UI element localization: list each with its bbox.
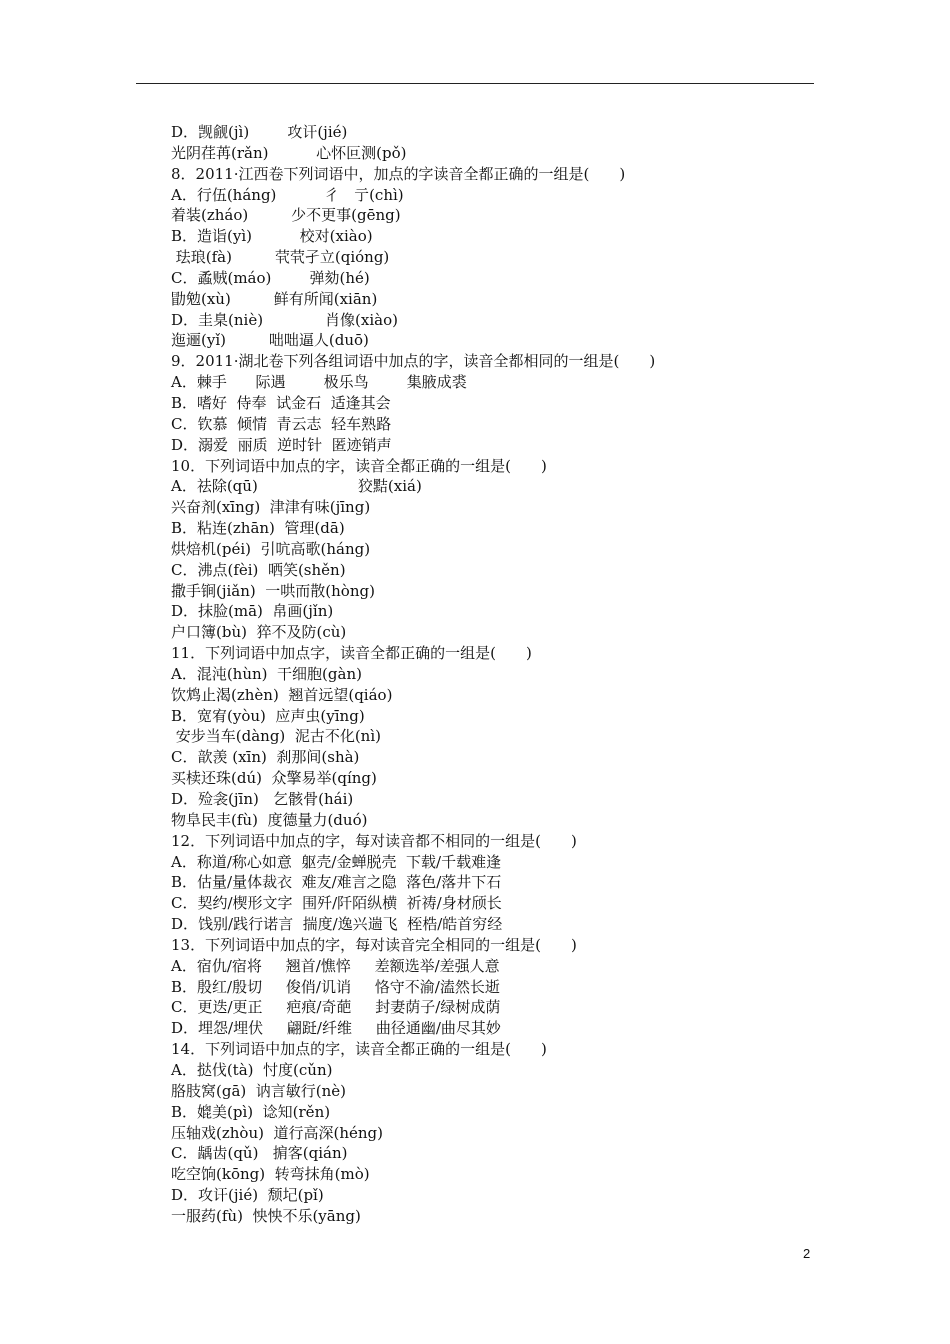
page-number: 2: [803, 1246, 811, 1261]
text-line: 胳肢窝(gā) 讷言敏行(nè): [171, 1081, 347, 1100]
text-line: 饮鸩止渴(zhèn) 翘首远望(qiáo): [171, 685, 393, 704]
text-line: D．圭臬(niè) 肖像(xiào): [171, 310, 398, 329]
text-line: C．龋齿(qǔ) 掮客(qián): [171, 1144, 348, 1163]
text-line: 压轴戏(zhòu) 道行高深(héng): [171, 1123, 384, 1142]
text-line: C．沸点(fèi) 哂笑(shěn): [171, 560, 346, 579]
text-line: C．钦慕 倾情 青云志 轻车熟路: [171, 414, 392, 433]
text-line: D．觊觎(jì) 攻讦(jié): [171, 123, 348, 141]
text-line: A．棘手 际遇 极乐鸟 集腋成裘: [171, 373, 467, 392]
text-line: 一服药(fù) 怏怏不乐(yāng): [171, 1206, 361, 1225]
question-13-stem: 13．下列词语中加点的字，每对读音完全相同的一组是( ): [171, 935, 577, 954]
text-line: C．歆羡 (xīn) 刹那间(shà): [171, 748, 360, 767]
question-12-stem: 12．下列词语中加点的字，每对读音都不相同的一组是( ): [171, 831, 577, 850]
text-line: A．行伍(háng) 彳 亍(chì): [171, 185, 404, 204]
header-rule: [136, 83, 814, 84]
text-line: 安步当车(dàng) 泥古不化(nì): [171, 727, 381, 746]
question-14-stem: 14．下列词语中加点的字，读音全都正确的一组是( ): [171, 1040, 547, 1059]
text-line: 迤逦(yǐ) 咄咄逼人(duō): [171, 331, 369, 350]
text-line: 勖勉(xù) 鲜有所闻(xiān): [171, 289, 378, 308]
text-line: C．契约/楔形文字 围歼/阡陌纵横 祈祷/身材颀长: [171, 894, 502, 913]
text-line: 户口簿(bù) 猝不及防(cù): [171, 623, 347, 642]
text-line: A．挞伐(tà) 忖度(cǔn): [171, 1060, 333, 1079]
question-11-stem: 11．下列词语中加点字，读音全都正确的一组是( ): [171, 644, 532, 663]
text-line: 吃空饷(kōng) 转弯抹角(mò): [171, 1165, 370, 1184]
text-line: D．溺爱 丽质 逆时针 匿迹销声: [171, 435, 392, 454]
text-line: 着装(zháo) 少不更事(gēng): [171, 206, 401, 225]
text-line: 物阜民丰(fù) 度德量力(duó): [171, 810, 368, 829]
text-line: B．粘连(zhān) 管理(dā): [171, 519, 345, 538]
document-body: [171, 122, 811, 1227]
question-8-stem: 8．2011·江西卷下列词语中，加点的字读音全都正确的一组是( ): [171, 164, 626, 183]
text-line: B．估量/量体裁衣 难友/难言之隐 落色/落井下石: [171, 873, 502, 892]
text-line: B．造诣(yì) 校对(xiào): [171, 227, 373, 246]
text-line: 烘焙机(péi) 引吭高歌(háng): [171, 539, 371, 558]
text-line: C．更迭/更正 疤痕/奇葩 封妻荫子/绿树成荫: [171, 998, 501, 1017]
text-line: B．殷红/殷切 俊俏/讥诮 恪守不渝/溘然长逝: [171, 977, 500, 996]
text-line: A．祛除(qū) 狡黠(xiá): [171, 477, 422, 496]
text-line: D．攻讦(jié) 颓圮(pǐ): [171, 1186, 324, 1205]
text-line: D．抹脸(mā) 帛画(jǐn): [171, 602, 334, 621]
text-line: B．宽宥(yòu) 应声虫(yīng): [171, 706, 365, 725]
text-line: 买椟还珠(dú) 众擎易举(qíng): [171, 769, 377, 788]
text-line: B．媲美(pì) 谂知(rěn): [171, 1102, 331, 1121]
question-9-stem: 9．2011·湖北卷下列各组词语中加点的字，读音全都相同的一组是( ): [171, 352, 656, 371]
text-line: C．蟊贼(máo) 弹劾(hé): [171, 268, 370, 287]
text-line: 兴奋剂(xīng) 津津有味(jīng): [171, 498, 371, 517]
text-line: 珐琅(fà) 茕茕孑立(qióng): [171, 248, 390, 267]
text-line: 光阴荏苒(rǎn) 心怀叵测(pǒ): [171, 143, 407, 162]
text-line: A．称道/称心如意 躯壳/金蝉脱壳 下载/千载难逢: [171, 852, 502, 871]
text-line: B．嗜好 侍奉 试金石 适逢其会: [171, 393, 391, 412]
text-line: 撒手锏(jiǎn) 一哄而散(hòng): [171, 581, 375, 600]
text-line: D．饯别/践行诺言 揣度/逸兴遄飞 桎梏/皓首穷经: [171, 915, 503, 934]
text-line: A．宿仇/宿将 翘首/憔悴 差额选举/差强人意: [171, 956, 500, 975]
text-line: D．殓衾(jīn) 乞骸骨(hái): [171, 790, 354, 808]
question-10-stem: 10．下列词语中加点的字，读音全都正确的一组是( ): [171, 456, 547, 475]
text-line: D．埋怨/埋伏 翩跹/纤维 曲径通幽/曲尽其妙: [171, 1019, 501, 1038]
text-line: A．混沌(hùn) 干细胞(gàn): [171, 664, 362, 683]
